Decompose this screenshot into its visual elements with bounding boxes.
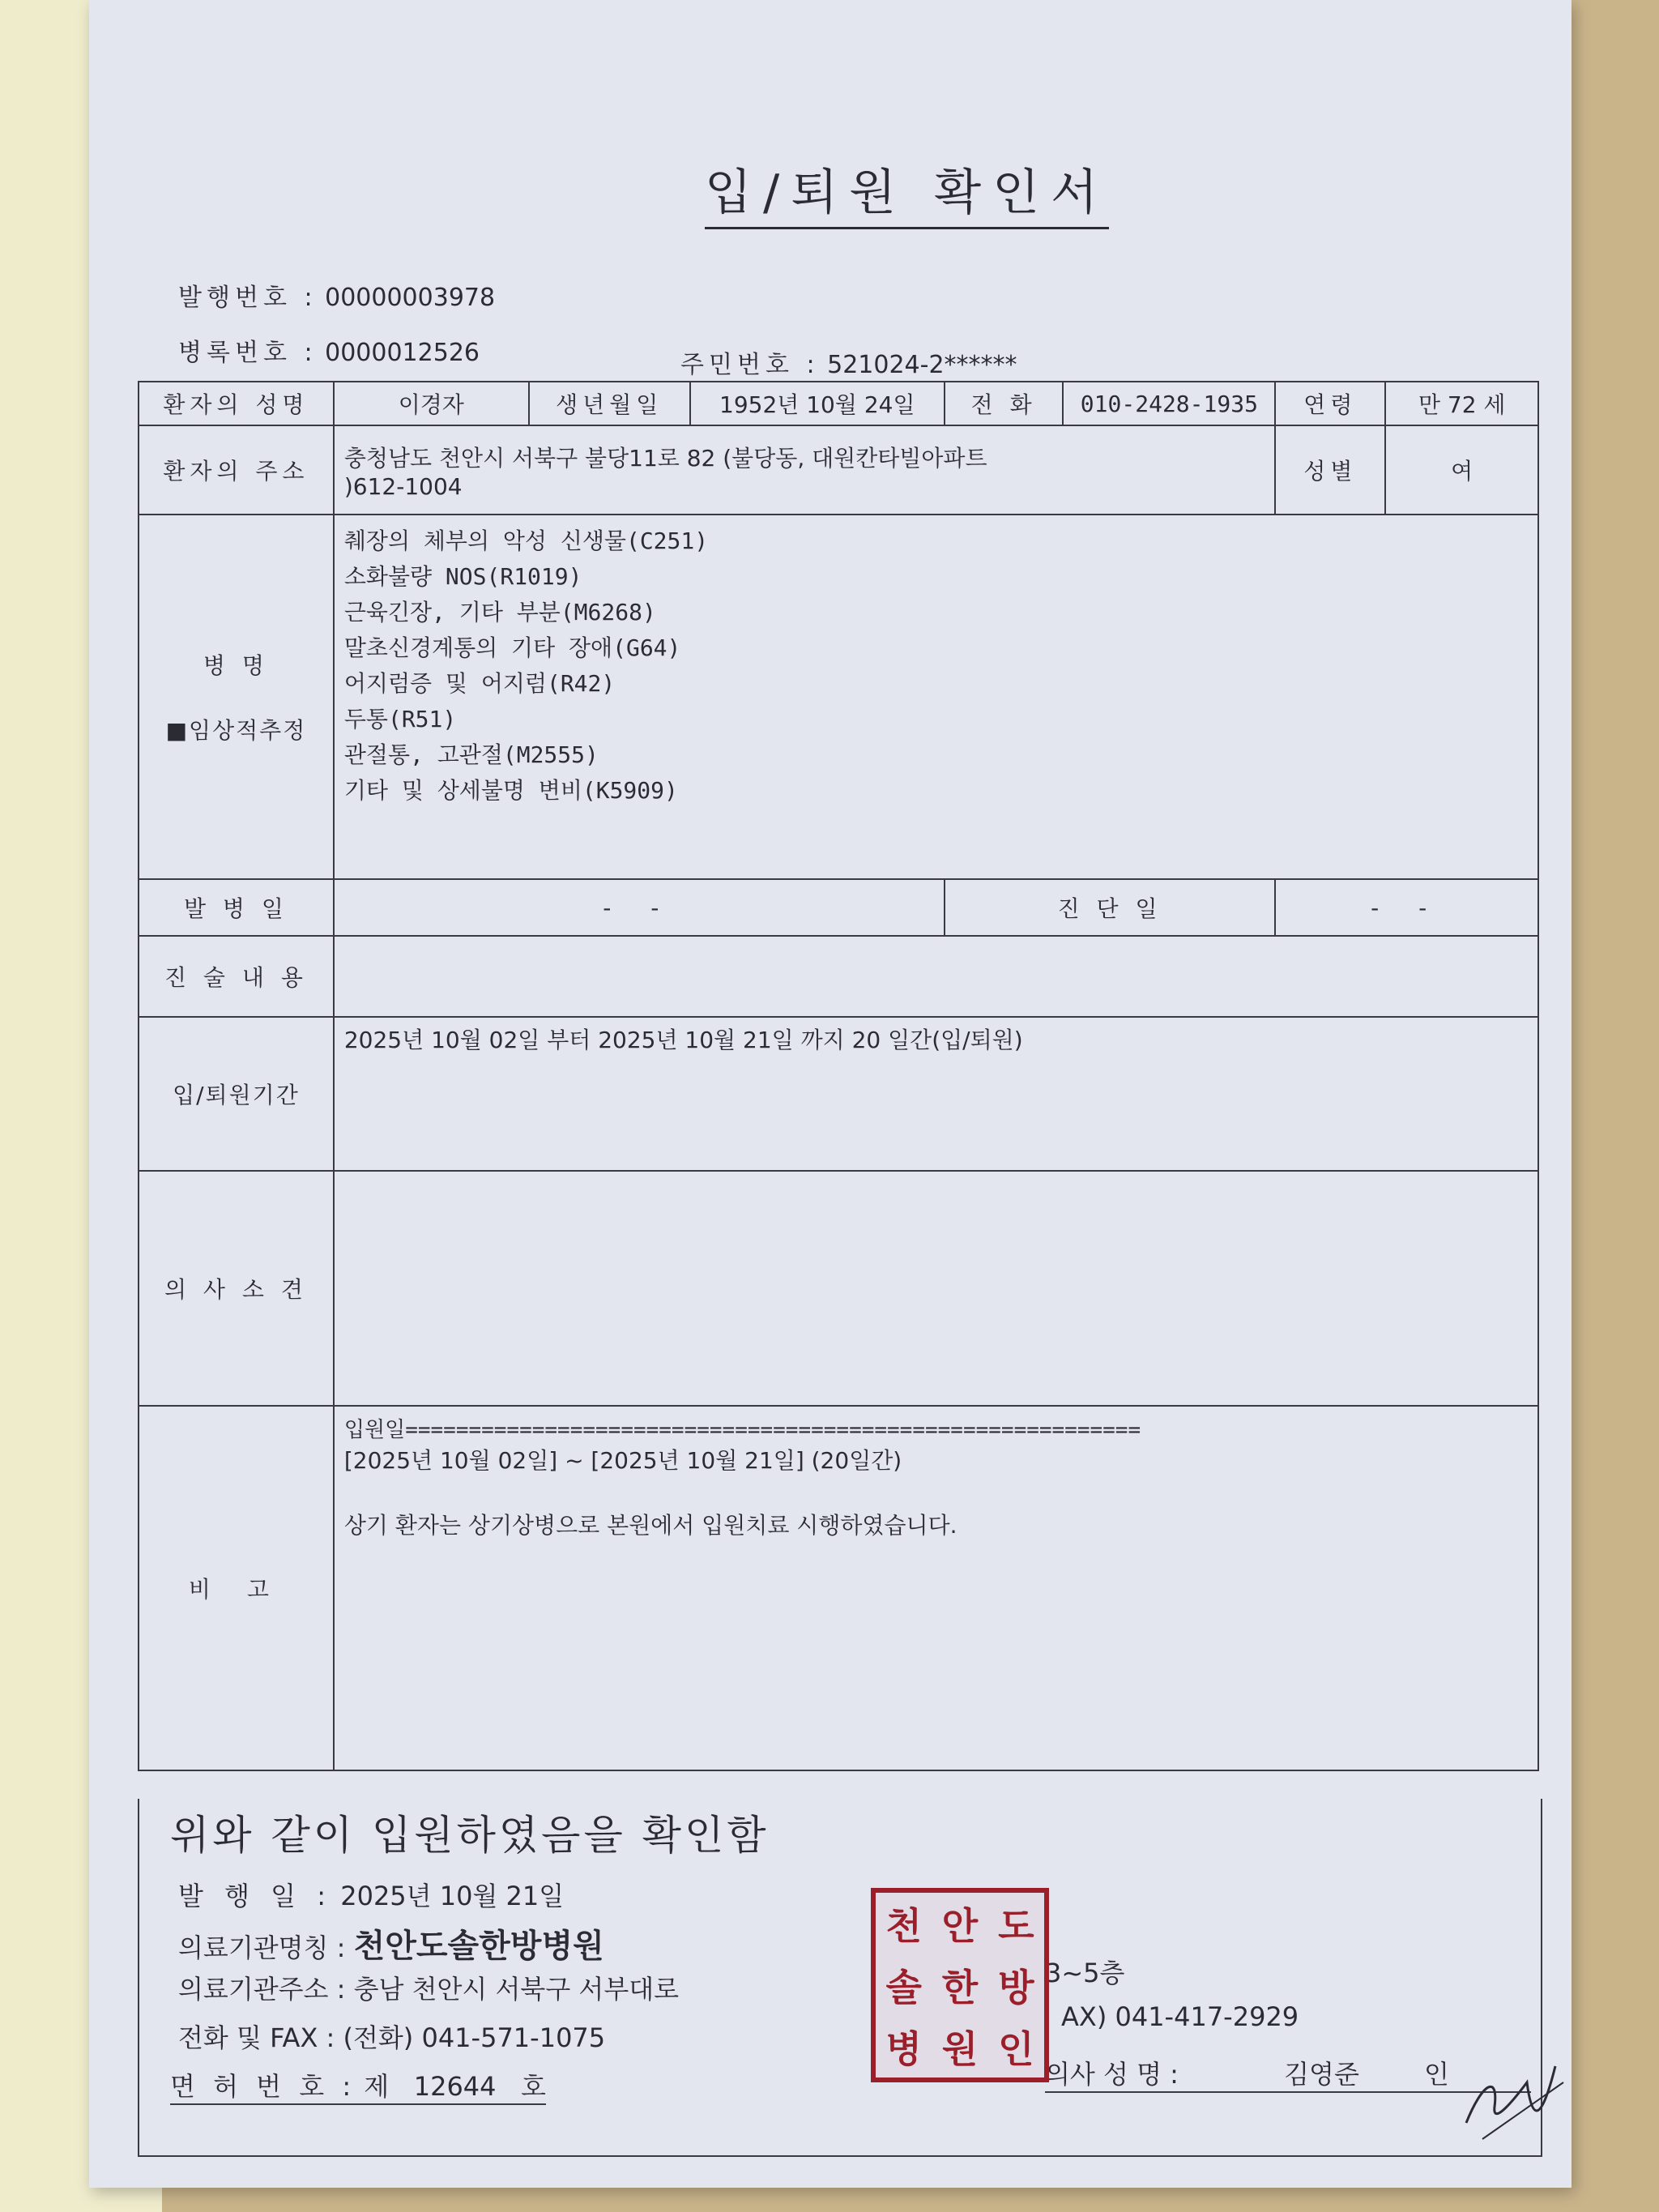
resident-number-value: 521024-2****** — [827, 351, 1017, 379]
document-page — [89, 0, 1572, 2188]
row-remarks — [139, 1406, 1538, 1770]
issue-date-value: 2025년 10월 21일 — [340, 1881, 565, 1911]
remarks-value — [334, 1406, 1538, 1770]
row-period — [139, 1017, 1538, 1171]
hospital-address-value: 충남 천안시 서북구 서부대로 — [353, 1974, 680, 2005]
dob-label: 생년월일 — [529, 382, 690, 425]
diagnosis-item: 두통(R51) — [343, 706, 457, 732]
license-value: 제 12644 호 — [364, 2071, 546, 2102]
license-label: 면 허 번 호 : — [170, 2071, 356, 2102]
hospital-fax: AX) 041-417-2929 — [1061, 2001, 1299, 2032]
age-label: 연령 — [1275, 382, 1385, 425]
patient-name: 이경자 — [334, 382, 529, 425]
diagnosis-list — [334, 515, 1538, 879]
remarks-line-2: [2025년 10월 02일] ~ [2025년 10월 21일] (20일간) — [343, 1447, 902, 1474]
issue-date-label: 발 행 일 : — [178, 1881, 333, 1911]
statement-value — [334, 936, 1538, 1017]
diagnosis-date-value: - - — [1275, 879, 1538, 936]
onset-value: - - — [334, 879, 945, 936]
hospital-phone: (전화) 041-571-1075 — [343, 2022, 606, 2053]
row-address — [139, 425, 1538, 515]
hospital-seal-stamp — [871, 1888, 1049, 2082]
address-line-1: 충청남도 천안시 서북구 불당11로 82 (불당동, 대원칸타빌아파트 — [343, 444, 987, 472]
diagnosis-item: 관절통, 고관절(M2555) — [343, 741, 599, 768]
diagnosis-label-cell — [139, 515, 334, 879]
record-number-label: 병록번호 : — [178, 339, 318, 367]
seal-char: 도 — [998, 1904, 1034, 1948]
phone-fax-line — [178, 2018, 605, 2055]
period-label: 입/퇴원기간 — [139, 1017, 334, 1171]
seal-char: 원 — [941, 2027, 979, 2071]
row-opinion — [139, 1171, 1538, 1406]
seal-char: 인 — [998, 2027, 1034, 2071]
diagnosis-item: 소화불량 NOS(R1019) — [343, 563, 582, 590]
address-value — [334, 425, 1275, 515]
issue-number — [178, 277, 495, 313]
remarks-line-1: 입원일========================================================== — [343, 1418, 1141, 1442]
issue-number-label: 발행번호 : — [178, 284, 318, 312]
row-patient-basic — [139, 382, 1538, 425]
row-statement — [139, 936, 1538, 1017]
seal-grid — [876, 1893, 1044, 2077]
hospital-label: 의료기관명칭 : — [178, 1932, 346, 1963]
address-line-2: )612-1004 — [343, 472, 463, 500]
phone-fax-label: 전화 및 FAX : — [178, 2022, 335, 2053]
diagnosis-item: 근육긴장, 기타 부분(M6268) — [343, 599, 656, 626]
hospital-address-line — [178, 1969, 679, 2006]
doctor-name: 김영준 — [1284, 2059, 1359, 2090]
hospital-address-tail: 3~5층 — [1045, 1958, 1125, 1988]
onset-label: 발 병 일 — [139, 879, 334, 936]
resident-number-label: 주민번호 : — [680, 351, 820, 379]
record-number-value: 0000012526 — [325, 339, 480, 367]
resident-number — [680, 344, 1017, 380]
remarks-line-3: 상기 환자는 상기상병으로 본원에서 입원치료 시행하였습니다. — [343, 1512, 957, 1539]
row-diagnosis — [139, 515, 1538, 879]
age-value: 만 72 세 — [1385, 382, 1538, 425]
license-line — [170, 2066, 546, 2105]
row-onset — [139, 879, 1538, 936]
opinion-label: 의 사 소 견 — [139, 1171, 334, 1406]
seal-char: 병 — [885, 2027, 922, 2071]
issue-number-value: 00000003978 — [325, 284, 496, 312]
phone-label: 전 화 — [945, 382, 1064, 425]
hospital-line — [178, 1920, 604, 1966]
document-title: 입/퇴원 확인서 — [705, 154, 1109, 229]
patient-name-label: 환자의 성명 — [139, 382, 334, 425]
diagnosis-sub-label: ■임상적추정 — [165, 717, 307, 744]
seal-char: 솔 — [885, 1966, 922, 2009]
diagnosis-label: 병 명 — [203, 652, 269, 679]
remarks-label: 비 고 — [139, 1406, 334, 1770]
seal-char: 안 — [941, 1904, 979, 1948]
opinion-value — [334, 1171, 1538, 1406]
diagnosis-item: 췌장의 체부의 악성 신생물(C251) — [343, 527, 709, 554]
sex-value: 여 — [1385, 425, 1538, 515]
statement-label: 진 술 내 용 — [139, 936, 334, 1017]
sex-label: 성별 — [1275, 425, 1385, 515]
record-number — [178, 332, 480, 368]
doctor-label: 의사 성 명 : — [1045, 2059, 1179, 2090]
period-value: 2025년 10월 02일 부터 2025년 10월 21일 까지 20 일간(입/퇴원) — [334, 1017, 1538, 1171]
patient-form-table — [138, 381, 1539, 1771]
seal-char: 천 — [885, 1904, 922, 1948]
diagnosis-item: 말초신경계통의 기타 장애(G64) — [343, 634, 681, 661]
diagnosis-date-label: 진 단 일 — [945, 879, 1275, 936]
issue-date-line — [178, 1876, 564, 1913]
address-label: 환자의 주소 — [139, 425, 334, 515]
confirmation-statement: 위와 같이 입원하였음을 확인함 — [170, 1812, 770, 1859]
seal-char: 한 — [941, 1966, 979, 2009]
hospital-address-label: 의료기관주소 : — [178, 1974, 346, 2005]
diagnosis-item: 어지럼증 및 어지럼(R42) — [343, 670, 616, 697]
doctor-signature — [1450, 2050, 1572, 2147]
hospital-name: 천안도솔한방병원 — [353, 1928, 604, 1965]
dob-value: 1952년 10월 24일 — [690, 382, 945, 425]
seal-mark: 인 — [1424, 2059, 1449, 2090]
seal-char: 방 — [998, 1966, 1034, 2009]
diagnosis-item: 기타 및 상세불명 변비(K5909) — [343, 777, 678, 804]
phone-value: 010-2428-1935 — [1063, 382, 1275, 425]
